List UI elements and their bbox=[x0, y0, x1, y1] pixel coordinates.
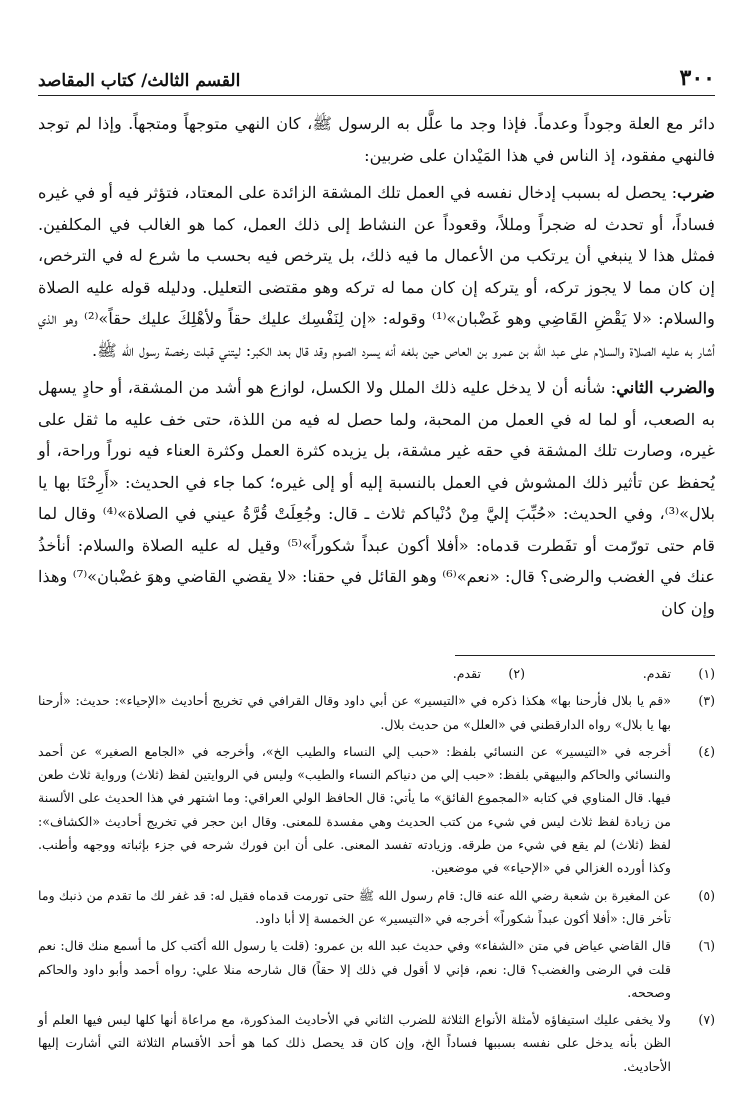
page-header bbox=[38, 62, 715, 96]
footnote-text: «قم يا بلال فأرحنا بها» هكذا ذكره في «التيسير» عن أبي داود وقال القرافي في تخريج أحاديث «الإحياء»: حديث: «أرحنا بها يا بلال» رواه الدارقطني في «العلل» من حديث بلال. bbox=[38, 693, 671, 732]
paragraph bbox=[38, 372, 715, 624]
paragraph-lead: والضرب الثاني bbox=[616, 378, 715, 397]
footnote-number: (٢) bbox=[508, 666, 525, 681]
footnote-row bbox=[38, 662, 715, 685]
paragraph-text: دائر مع العلة وجوداً وعدماً. فإذا وجد ما علَّل به الرسول ﷺ، كان النهي متوجهاً ومتجهاً. وإذا لم توجد فالنهي مفقود، إذ الناس في هذا المَيْدان على ضربين: bbox=[38, 114, 715, 165]
footnote bbox=[38, 1008, 715, 1078]
main-text bbox=[38, 108, 715, 624]
footnote bbox=[525, 662, 715, 685]
footnote bbox=[38, 934, 715, 1004]
running-title: القسم الثالث/ كتاب المقاصد bbox=[38, 71, 241, 91]
footnote-separator bbox=[455, 655, 715, 656]
footnote-number: (٧) bbox=[698, 1012, 715, 1028]
paragraph-text: : يحصل له بسبب إدخال نفسه في العمل تلك المشقة الزائدة على المعتاد، فتؤثر فيه أو في غيره فساداً، أو تحدث له ضجراً ومللاً، وقعوداً عن النشاط إلى ذلك العمل، كما هو الغالب في المكلفين. فمثل هذا لا ينبغي أن يرتكب من الأعمال ما فيه ذلك، بل يترخص فيه بحسب ما شرع له في الترخص، إن كان مما لا يجوز تركه، أو يتركه إن كان مما له تركه وهو مقتضى التعليل. ودليله قوله عليه الصلاة والسلام: «لا يَقْضِ القَاضِي وهو غَضْبان»⁽¹⁾ وقوله: «إن لِنَفْسِك عليك حقاً ولأهْلِكَ عليك حقاً»⁽²⁾ وهو الذي أشار به عليه الصلاة والسلام على عبد الله بن عمرو بن العاص حين بلغه أنه يسرد الصوم وقد قال بعد الكبر: ليتني قبلت رخصة رسول الله ﷺ. bbox=[38, 183, 715, 360]
footnote-text: أخرجه في «التيسير» عن النسائي بلفظ: «حبب إلي النساء والطيب الخ»، وأخرجه في «الجامع الصغير» عن أحمد والنسائي والحاكم والبيهقي بلفظ: «حبب إلي من دنياكم النساء والطيب» وليس في الروايتين لفظ (ثلاث) ورواية ثلاث طعن فيها. قال المناوي في كتابه «المجموع الفائق» ما يأتي: قال الحافظ الولي العراقي: وما اشتهر في هذا الحديث على الألسنة من زيادة لفظ ثلاث ليس في شيء من كتب الحديث وهي مفسدة للمعنى. وقال ابن حجر في تخريج أحاديث «الكشاف»: لفظ (ثلاث) لم يقع في شيء من طرقه. وزيادته تفسد المعنى. على أن ابن فورك شرحه في جزء بإثباته ووجهه وأطنب. وكذا أورده الغزالي في «الإحياء» في موضعين. bbox=[38, 743, 671, 876]
footnote-number: (٦) bbox=[698, 938, 715, 954]
paragraph bbox=[38, 108, 715, 171]
footnote bbox=[38, 740, 715, 880]
footnote bbox=[38, 689, 715, 736]
footnote-number: (٤) bbox=[698, 743, 715, 759]
footnote-text: تقدم. bbox=[452, 666, 481, 681]
footnote bbox=[38, 884, 715, 931]
footnote-text: تقدم. bbox=[642, 666, 671, 681]
footnote-number: (٥) bbox=[698, 887, 715, 903]
footnote bbox=[335, 662, 525, 685]
footnote-text: عن المغيرة بن شعبة رضي الله عنه قال: قام رسول الله ﷺ حتى تورمت قدماه فقيل له: قد غفر لك ما تقدم من ذنبك وما تأخر قال: «أفلا أكون عبداً شكوراً» أخرجه في «التيسير» عن الخمسة إلا أبا داود. bbox=[38, 887, 671, 926]
paragraph bbox=[38, 177, 715, 366]
paragraph-lead: ضرب bbox=[677, 183, 715, 202]
footnote-text: ولا يخفى عليك استيفاؤه لأمثلة الأنواع الثلاثة للضرب الثاني في الأحاديث المذكورة، مع مراعاة أنها كلها ليس فيها العلم أو الظن بأنه يدخل على نفسه بسببها فساداً الخ، وإن كان قد يحصل ذلك كما هو أحد الأقسام الثلاثة التي أشارت إليها الأحاديث. bbox=[38, 1012, 671, 1074]
page-number: ٣٠٠ bbox=[679, 65, 715, 91]
footnote-number: (٣) bbox=[698, 693, 715, 709]
footnotes bbox=[38, 662, 715, 1078]
footnote-number: (١) bbox=[698, 666, 715, 681]
footnote-text: قال القاضي عياض في متن «الشفاء» وفي حديث عبد الله بن عمرو: (قلت يا رسول الله أكتب كل ما أسمع منك قال: نعم قلت في الرضى والغضب؟ قال: نعم، فإني لا أقول في ذلك إلا حقاً) قال شارحه منلا علي: رواه أحمد وأبو داود والحاكم وصححه. bbox=[38, 938, 671, 1000]
paragraph-text: : شأنه أن لا يدخل عليه ذلك الملل ولا الكسل، لوازع هو أشد من المشقة، أو حادٍ يسهل به الصعب، أو لما له في العمل من المحبة، ولما حصل له فيه من اللذة، حتى خف عليه ما ثقل على غيره، وصارت تلك المشقة في حقه غير مشقة، بل يزيده كثرة العمل وكثرة العناء فيه نوراً وراحة، أو يُحفظ عن تأثير ذلك المشوش في العمل بالنسبة إليه أو إلى غيره؛ كما جاء في الحديث: «أَرِحْنَا بها يا بلال»⁽³⁾، وفي الحديث: «حُبِّبَ إليَّ مِنْ دُنْياكم ثلاث ـ قال: وجُعِلَتْ قُرَّةُ عيني في الصلاة»⁽⁴⁾ وقال لما قام حتى تورّمت أو تفَطرت قدماه: «أفلا أكون عبداً شكوراً»⁽⁵⁾ وقيل له عليه الصلاة والسلام: أنأخذُ عنك في الغضب والرضى؟ قال: «نعم»⁽⁶⁾ وهو القائل في حقنا: «لا يقضي القاضي وهوَ غضْبان»⁽⁷⁾ وهذا وإن كان bbox=[38, 378, 716, 618]
